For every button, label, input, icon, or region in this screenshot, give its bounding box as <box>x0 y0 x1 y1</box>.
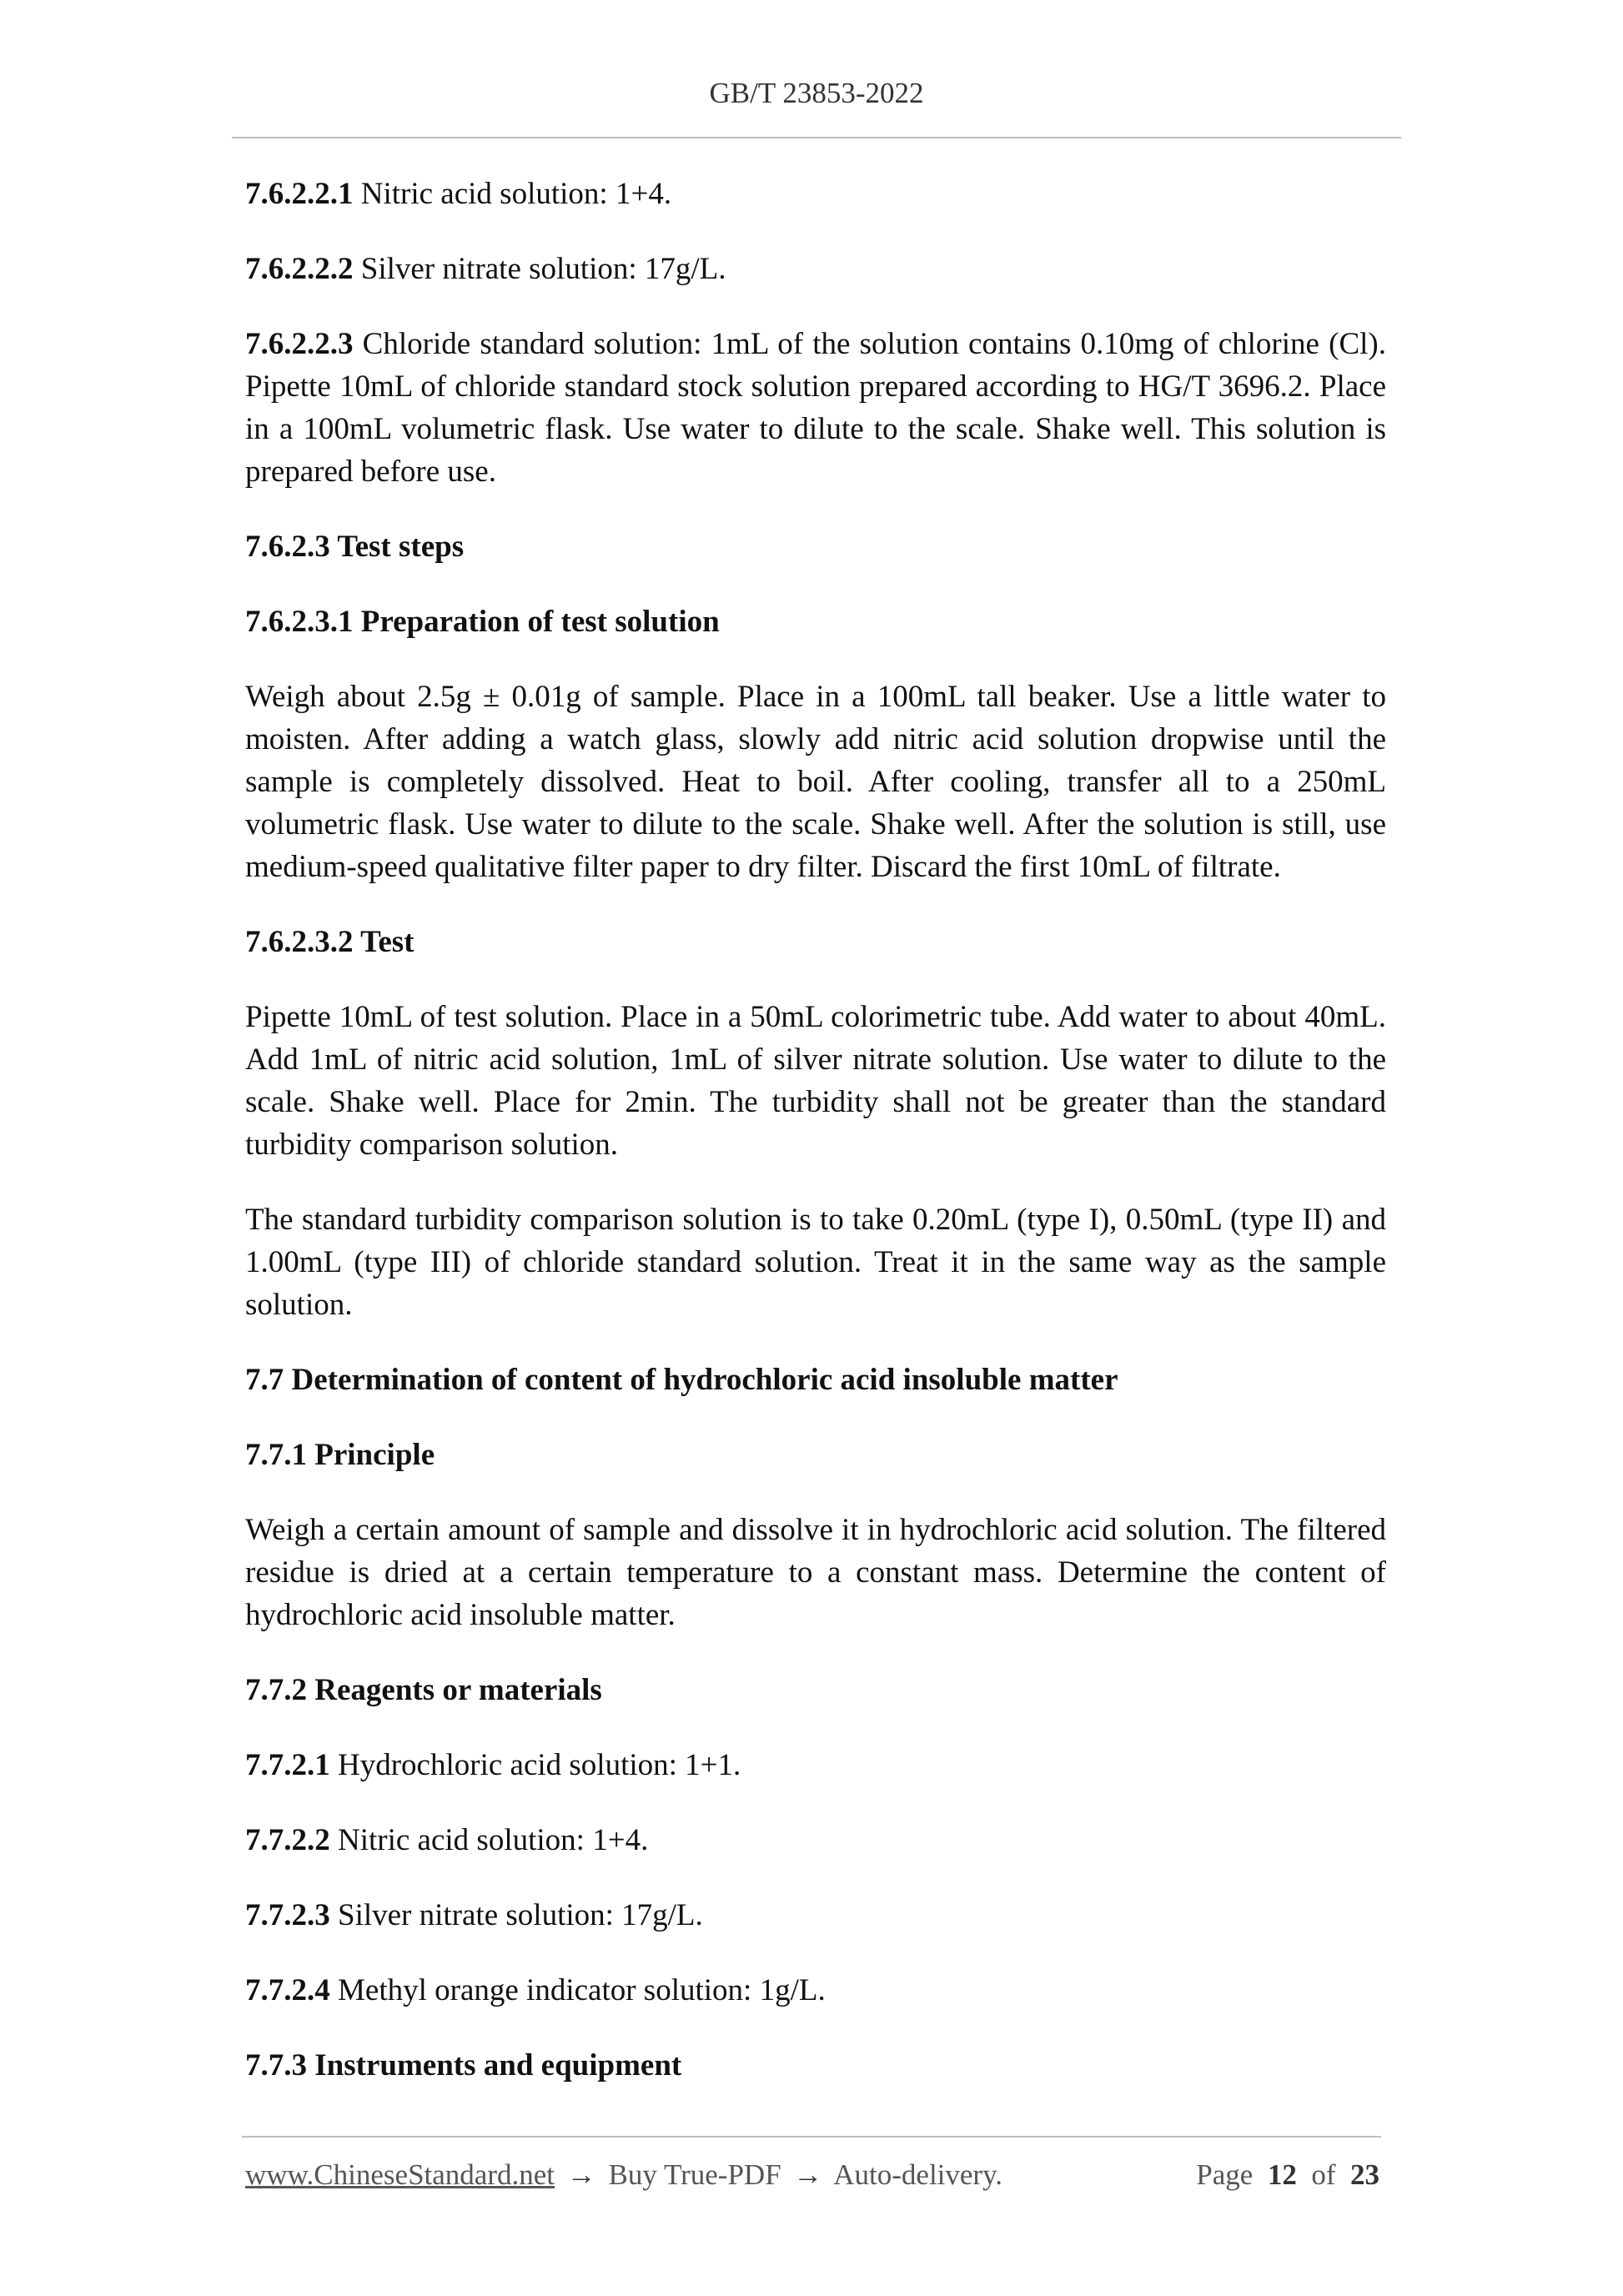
clause-7-6-2-2-1 <box>245 173 1386 215</box>
arrow-right-icon: → <box>793 2158 823 2191</box>
clause-text: Chloride standard solution: 1mL of the solution contains 0.10mg of chlorine (Cl). Pipette 10mL of chloride standard stock solution prepared according to HG/T 3696.2. Place in a 100mL volumetric flask. Use water to dilute to the scale. Shake well. This solution is prepared before use. <box>245 327 1386 489</box>
clause-text: Methyl orange indicator solution: 1g/L. <box>329 1973 826 2007</box>
heading-reagents-or-materials: 7.7.2 Reagents or materials <box>245 1673 602 1707</box>
heading-instruments-and-equipment: 7.7.3 Instruments and equipment <box>245 2048 682 2082</box>
total-page-number: 23 <box>1350 2158 1379 2191</box>
heading-principle: 7.7.1 Principle <box>245 1438 435 1472</box>
header-divider <box>232 137 1401 138</box>
paragraph-preparation: Weigh about 2.5g ± 0.01g of sample. Place in a 100mL tall beaker. Use a little water to moisten. After adding a watch glass, slowly add nitric acid solution dropwise until the sample is completely dissolved. Heat to boil. After cooling, transfer all to a 250mL volumetric flask. Use water to dilute to the scale. Shake well. After the solution is still, use medium-speed qualitative filter paper to dry filter. Discard the first 10mL of filtrate. <box>245 680 1386 884</box>
clause-number: 7.7.2.1 <box>245 1748 330 1782</box>
clause-text: Silver nitrate solution: 17g/L. <box>329 1898 703 1932</box>
arrow-right-icon: → <box>566 2158 596 2191</box>
clause-number: 7.7.2.3 <box>245 1898 330 1932</box>
auto-delivery-text: Auto-delivery. <box>833 2158 1003 2191</box>
page-header-title: GB/T 23853-2022 <box>709 77 924 109</box>
paragraph-test: Pipette 10mL of test solution. Place in a 50mL colorimetric tube. Add water to about 40mL. Add 1mL of nitric acid solution, 1mL of silver nitrate solution. Use water to dilute to the scale. Shake well. Place for 2min. The turbidity shall not be greater than the standard turbidity comparison solution. <box>245 1000 1386 1162</box>
clause-text: Nitric acid solution: 1+4. <box>353 177 672 211</box>
site-link[interactable]: www.ChineseStandard.net <box>245 2158 555 2191</box>
heading-test-steps: 7.6.2.3 Test steps <box>245 530 465 564</box>
current-page-number: 12 <box>1267 2158 1297 2191</box>
heading-preparation-of-test-solution: 7.6.2.3.1 Preparation of test solution <box>245 605 720 639</box>
heading-test: 7.6.2.3.2 Test <box>245 925 415 959</box>
clause-7-7-2-1 <box>245 1744 1386 1786</box>
document-body <box>245 173 1386 2119</box>
clause-7-7-2-4 <box>245 1969 1386 2012</box>
clause-text: Nitric acid solution: 1+4. <box>329 1823 649 1857</box>
clause-number: 7.7.2.4 <box>245 1973 330 2007</box>
heading-hydrochloric-acid-insoluble: 7.7 Determination of content of hydrochloric acid insoluble matter <box>245 1363 1118 1397</box>
paragraph-principle: Weigh a certain amount of sample and dissolve it in hydrochloric acid solution. The filtered residue is dried at a certain temperature to a constant mass. Determine the content of hydrochloric acid insoluble matter. <box>245 1513 1386 1632</box>
clause-number: 7.6.2.2.3 <box>245 327 354 361</box>
footer-divider <box>242 2136 1381 2138</box>
clause-text: Silver nitrate solution: 17g/L. <box>353 252 726 286</box>
clause-number: 7.7.2.2 <box>245 1823 330 1857</box>
clause-number: 7.6.2.2.1 <box>245 177 354 211</box>
clause-number: 7.6.2.2.2 <box>245 252 354 286</box>
page-label: Page <box>1196 2158 1254 2191</box>
clause-text: Hydrochloric acid solution: 1+1. <box>329 1748 741 1782</box>
clause-7-6-2-2-3 <box>245 323 1386 493</box>
page-indicator <box>1196 2158 1379 2192</box>
footer-links <box>245 2158 1002 2192</box>
paragraph-turbidity-comparison: The standard turbidity comparison solution is to take 0.20mL (type I), 0.50mL (type II) and 1.00mL (type III) of chloride standard solution. Treat it in the same way as the sample solution. <box>245 1203 1386 1322</box>
clause-7-7-2-2 <box>245 1819 1386 1861</box>
buy-true-pdf-text: Buy True-PDF <box>608 2158 781 2191</box>
clause-7-7-2-3 <box>245 1894 1386 1937</box>
clause-7-6-2-2-2 <box>245 248 1386 290</box>
of-label: of <box>1311 2158 1336 2191</box>
